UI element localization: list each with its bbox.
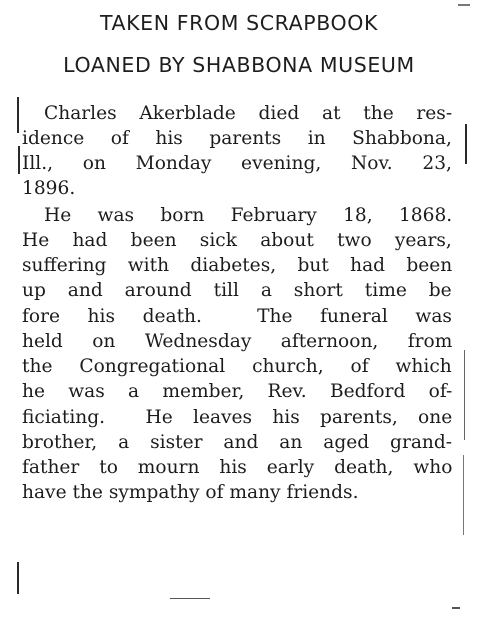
article-line: He had been sick about two years, xyxy=(22,230,452,251)
article-line: 1896. xyxy=(22,178,76,199)
clipping-edge-left-mid xyxy=(18,146,20,174)
clipping-edge-left-bottom xyxy=(17,562,19,594)
article-line: have the sympathy of many friends. xyxy=(22,482,359,503)
header-line-2: LOANED BY SHABBONA MUSEUM xyxy=(63,53,415,77)
clipping-edge-left-top xyxy=(17,97,19,133)
article-line: suffering with diabetes, but had been xyxy=(22,255,453,276)
article-line: he was a member, Rev. Bedford of- xyxy=(22,381,453,402)
corner-mark xyxy=(458,4,470,6)
article-line: Charles Akerblade died at the res- xyxy=(44,103,453,124)
article-line: brother, a sister and an aged grand- xyxy=(22,432,453,453)
clipping-edge-right-top xyxy=(465,124,467,164)
article-line: idence of his parents in Shabbona, xyxy=(22,128,452,149)
speck-bottom-1 xyxy=(170,598,210,599)
article-line: ficiating. He leaves his parents, one xyxy=(22,407,453,428)
article-line: Ill., on Monday evening, Nov. 23, xyxy=(22,153,452,174)
article-line: up and around till a short time be xyxy=(22,280,452,301)
article-line: fore his death. The funeral was xyxy=(22,306,452,327)
article-line: held on Wednesday afternoon, from xyxy=(22,331,453,352)
article-line: the Congregational church, of which xyxy=(22,356,452,377)
clipping-edge-right-bottom xyxy=(463,455,464,535)
header-line-1: TAKEN FROM SCRAPBOOK xyxy=(99,11,379,35)
speck-bottom-2 xyxy=(452,607,460,609)
article-line: father to mourn his early death, who xyxy=(22,457,453,478)
article-line: He was born February 18, 1868. xyxy=(44,205,453,226)
clipping-edge-right-mid xyxy=(464,350,465,440)
